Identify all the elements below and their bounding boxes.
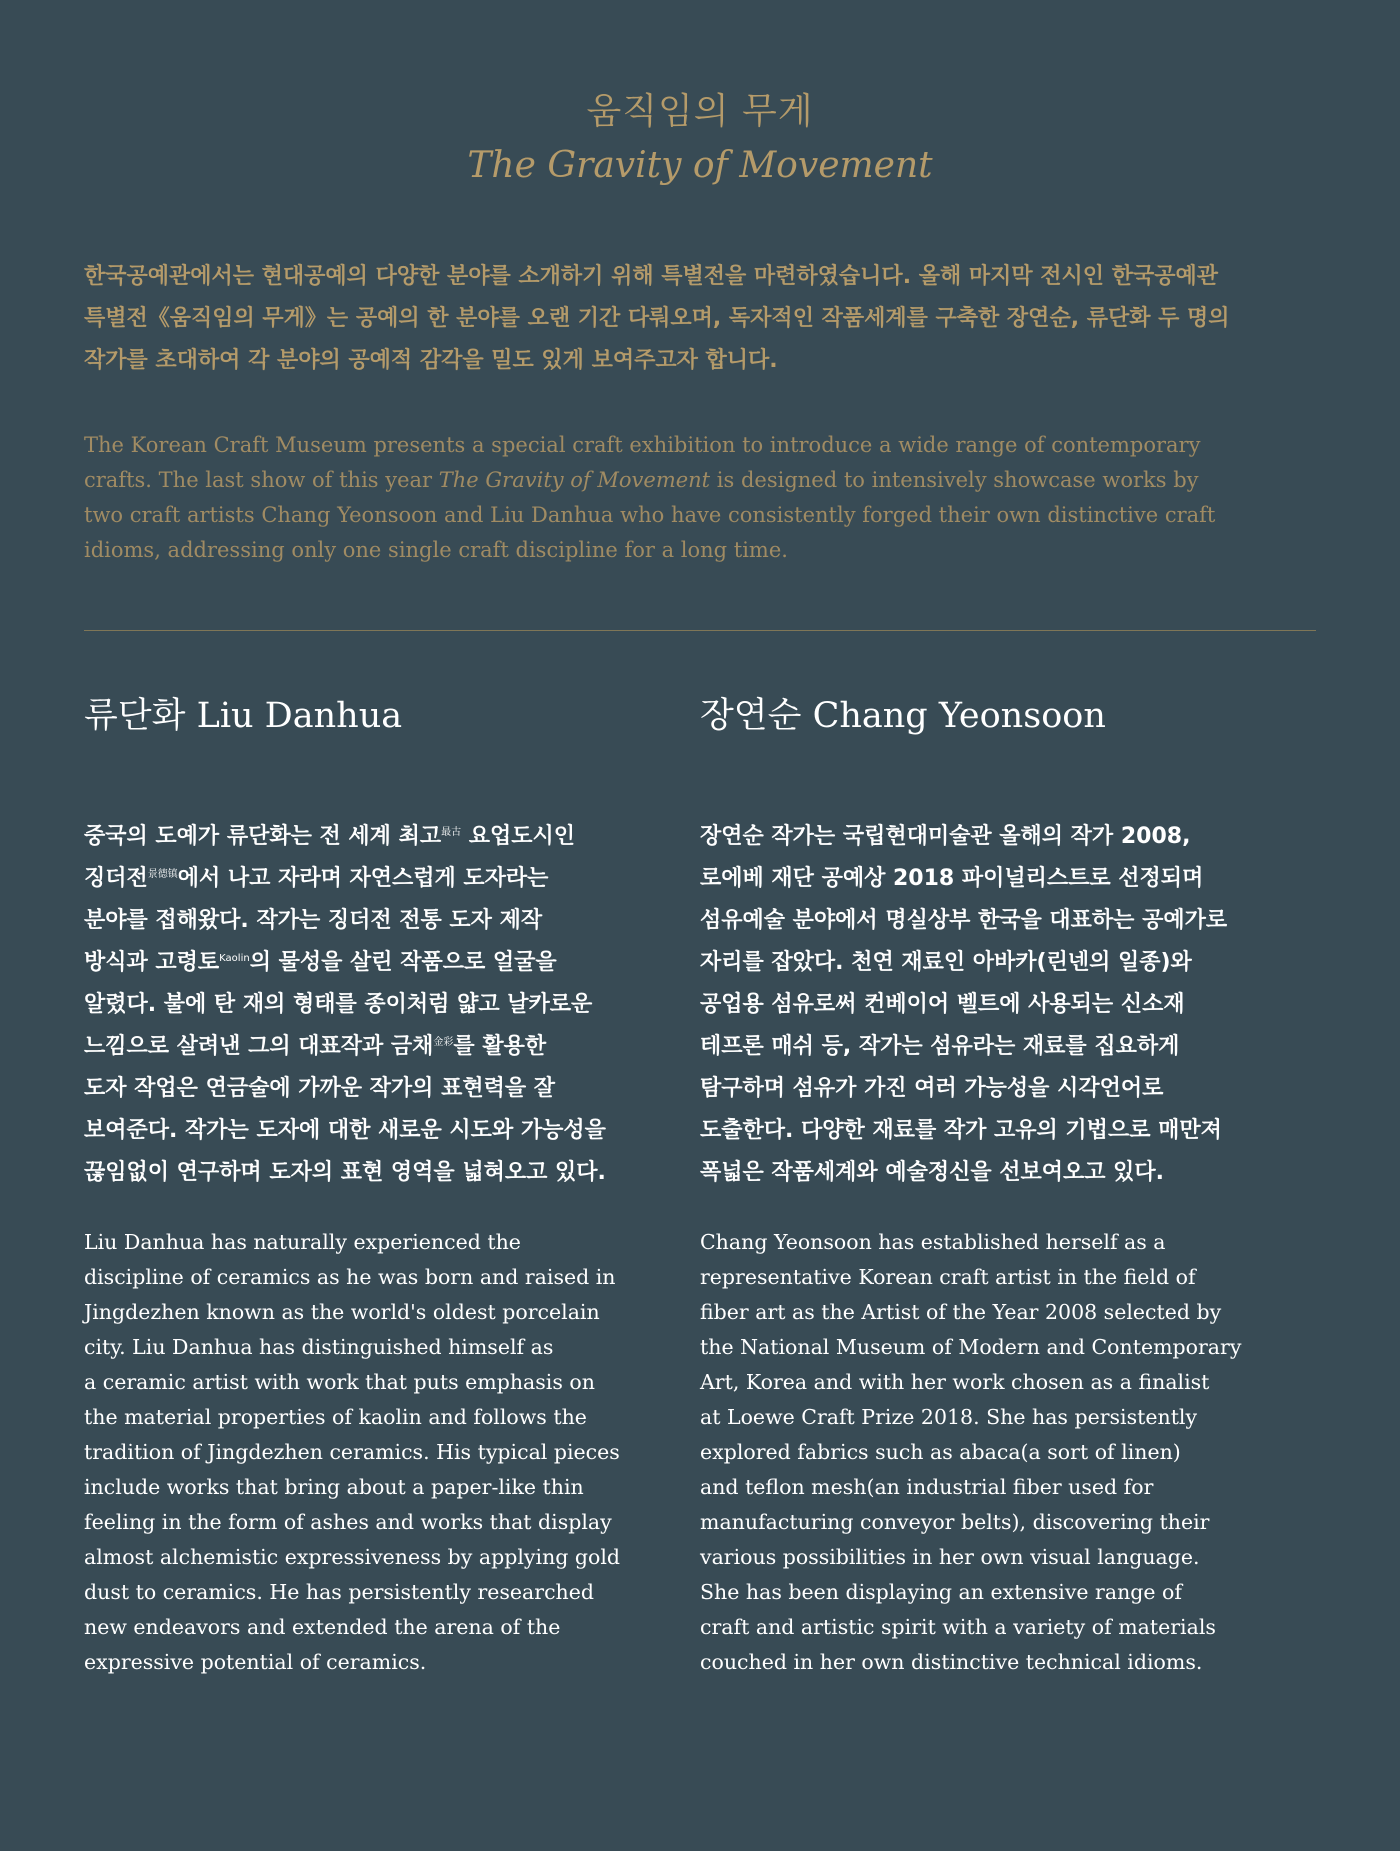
bio-annotation: 金彩: [433, 1037, 454, 1048]
artist-name-english: Chang Yeonsoon: [812, 696, 1106, 736]
bio-korean-part: 의 물성을 살린 작품으로 얼굴을 알렸다. 불에 탄 재의 형태를 종이처럼 얇고 날카로운 느낌으로 살려낸 그의 대표작과 금채: [84, 950, 593, 1059]
artist-bio-english: Liu Danhua has naturally experienced the discipline of ceramics as he was born and raised in Jingdezhen known as the world's oldest porcelain city. Liu Danhua has distinguished himself as a ceramic artist with work that puts emphasis on the material properties of kaolin and follows the tradition of Jingdezhen ceramics. His typical pieces include works that bring about a paper-like thin feeling in the form of ashes and works that display almost alchemistic expressiveness by applying gold dust to ceramics. He has persistently researched new endeavors and extended the arena of the expressive potential of ceramics.: [84, 1230, 621, 1674]
intro-english: [84, 428, 1344, 568]
bio-korean-part: 에서 나고 자라며 자연스럽게 도자라는 분야를 접해왔다. 작가는 징더전 전통 도자 제작 방식과 고령토: [84, 866, 549, 975]
artist-name-korean: 장연순: [700, 696, 802, 736]
section-divider: [84, 630, 1316, 631]
title-korean: 움직임의 무게: [586, 91, 814, 132]
artist-name: [700, 690, 1320, 742]
bio-annotation: 景德镇: [147, 869, 178, 880]
intro-english-title: The Gravity of Movement: [438, 468, 711, 492]
artist-bio-english: Chang Yeonsoon has established herself as a representative Korean craft artist in the field of fiber art as the Artist of the Year 2008 selected by the National Museum of Modern and Contemporary Art, Korea and with her work chosen as a finalist at Loewe Craft Prize 2018. She has persistently explored fabrics such as abaca(a sort of linen) and teflon mesh(an industrial fiber used for manufacturing conveyor belts), discovering their various possibilities in her own visual language. She has been displaying an extensive range of craft and artistic spirit with a variety of materials couched in her own distinctive technical idioms.: [700, 1230, 1242, 1674]
artist-name: [84, 690, 664, 742]
artist-name-korean: 류단화: [84, 696, 186, 736]
artist-bio-korean: 장연순 작가는 국립현대미술관 올해의 작가 2008, 로에베 재단 공예상 2018 파이널리스트로 선정되며 섬유예술 분야에서 명실상부 한국을 대표하는 공예가로 자리를 잡았다. 천연 재료인 아바카(린넨의 일종)와 공업용 섬유로써 컨베이어 벨트에 사용되는 신소재 테프론 매쉬 등, 작가는 섬유라는 재료를 집요하게 탐구하며 섬유가 가진 여러 가능성을 시각언어로 도출한다. 다양한 재료를 작가 고유의 기법으로 매만져 폭넓은 작품세계와 예술정신을 선보여오고 있다.: [700, 824, 1228, 1185]
intro-korean: 한국공예관에서는 현대공예의 다양한 분야를 소개하기 위해 특별전을 마련하였습니다. 올해 마지막 전시인 한국공예관 특별전《움직임의 무게》는 공예의 한 분야를 오랜 기간 다뤄오며, 독자적인 작품세계를 구축한 장연순, 류단화 두 명의 작가를 초대하여 각 분야의 공예적 감각을 밀도 있게 보여주고자 합니다.: [84, 264, 1230, 373]
artist-bio-korean: [84, 816, 606, 1194]
bio-annotation: Kaolin: [219, 953, 250, 964]
artist-section-liu-danhua: [84, 690, 664, 1674]
title-english: The Gravity of Movement: [467, 145, 933, 186]
exhibition-title: [0, 88, 1400, 190]
bio-annotation: 最古: [441, 827, 462, 838]
bio-korean-part: 요업도시인 징더전: [84, 824, 575, 891]
intro-english-part1: The Korean Craft Museum presents a special craft exhibition to introduce a wide range of contemporary crafts. The last show of this year: [84, 433, 1201, 492]
bio-korean-part: 를 활용한 도자 작업은 연금술에 가까운 작가의 표현력을 잘 보여준다. 작가는 도자에 대한 새로운 시도와 가능성을 끊임없이 연구하며 도자의 표현 영역을 넓혀오고 있다.: [84, 1034, 606, 1185]
artist-section-chang-yeonsoon: [700, 690, 1320, 1674]
intro-english-part2: is designed to intensively showcase works by two craft artists Chang Yeonsoon and Liu Danhua who have consistently forged their own distinctive craft idioms, addressing only one single craft discipline for a long time.: [84, 468, 1216, 562]
bio-korean-part: 중국의 도예가 류단화는 전 세계 최고: [84, 824, 442, 849]
artist-name-english: Liu Danhua: [196, 696, 403, 736]
